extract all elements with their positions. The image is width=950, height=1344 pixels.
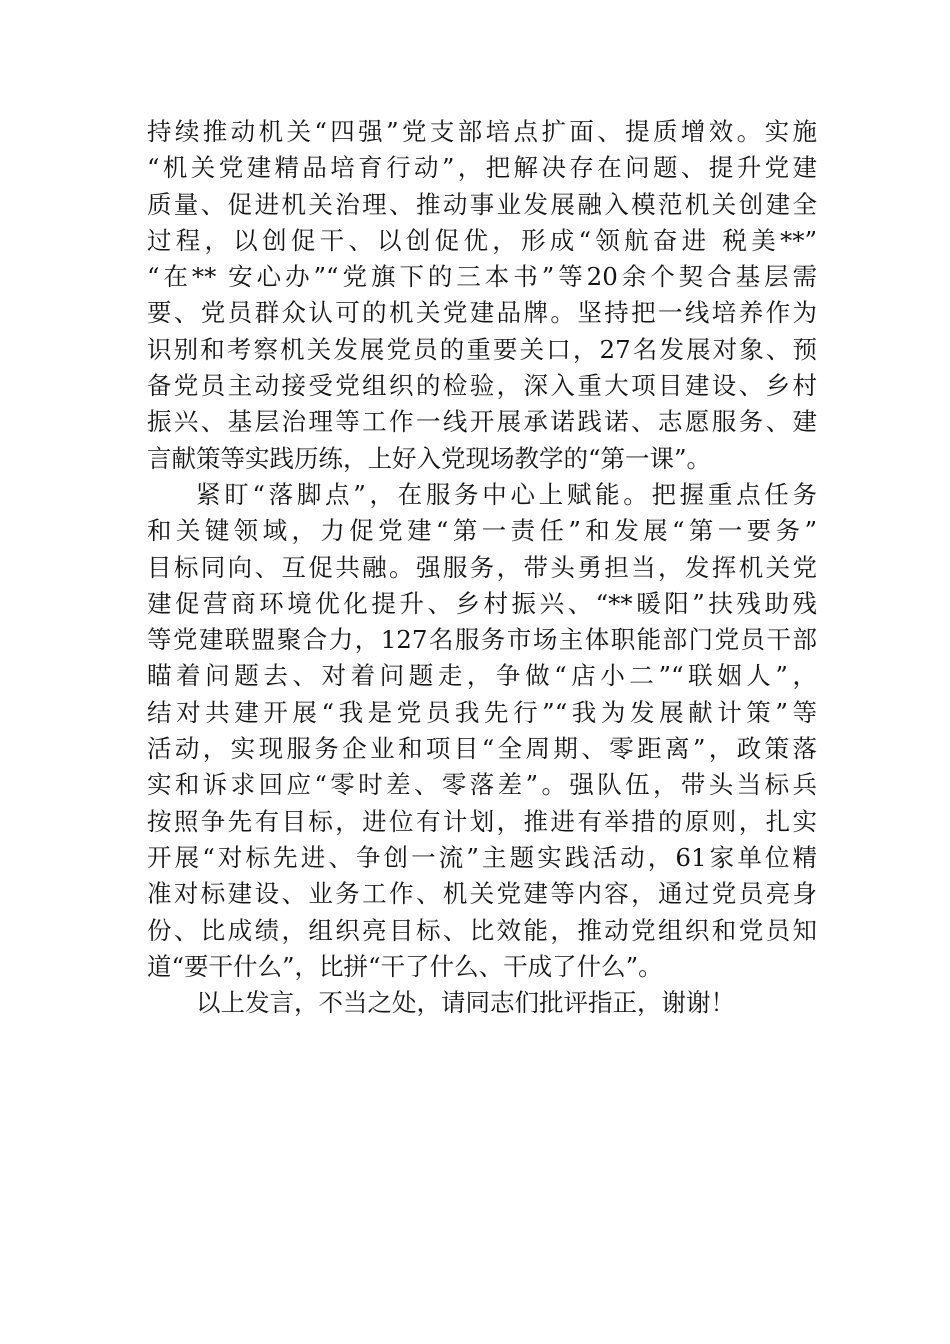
paragraph-1-line-8: 备党员主动接受党组织的检验，深入重大项目建设、乡村 <box>147 371 817 401</box>
paragraph-1-line-5: “在** 安心办”“党旗下的三本书”等20余个契合基层需 <box>147 262 817 292</box>
paragraph-1-line-7: 识别和考察机关发展党员的重要关口，27名发展对象、预 <box>147 334 817 364</box>
paragraph-2-line-12: 准对标建设、业务工作、机关党建等内容，通过党员亮身 <box>147 879 817 909</box>
paragraph-2-line-6: 瞄着问题去、对着问题走，争做“店小二”“联姻人”， <box>147 661 817 691</box>
paragraph-1-line-2: “机关党建精品培育行动”，把解决存在问题、提升党建 <box>147 153 817 183</box>
paragraph-1-line-6: 要、党员群众认可的机关党建品牌。坚持把一线培养作为 <box>147 298 817 328</box>
document-body <box>147 114 817 1021</box>
paragraph-2-line-11: 开展“对标先进、争创一流”主题实践活动，61家单位精 <box>147 842 817 872</box>
paragraph-2-line-4: 建促营商环境优化提升、乡村振兴、“**暖阳”扶残助残 <box>147 588 817 618</box>
paragraph-2-line-7: 结对共建开展“我是党员我先行”“我为发展献计策”等 <box>147 697 817 727</box>
paragraph-2-line-1: 紧盯“落脚点”，在服务中心上赋能。把握重点任务 <box>196 479 817 509</box>
paragraph-2-line-5: 等党建联盟聚合力，127名服务市场主体职能部门党员干部 <box>147 625 817 655</box>
paragraph-2-line-3: 目标同向、互促共融。强服务，带头勇担当，发挥机关党 <box>147 552 817 582</box>
paragraph-1-line-3: 质量、促进机关治理、推动事业发展融入模范机关创建全 <box>147 189 817 219</box>
paragraph-2-line-2: 和关键领域，力促党建“第一责任”和发展“第一要务” <box>147 516 817 546</box>
paragraph-1-line-1: 持续推动机关“四强”党支部培点扩面、提质增效。实施 <box>147 117 817 146</box>
paragraph-2-line-8: 活动，实现服务企业和项目“全周期、零距离”，政策落 <box>147 734 817 764</box>
paragraph-1-line-10: 言献策等实践历练，上好入党现场教学的“第一课”。 <box>147 443 712 473</box>
paragraph-1-line-9: 振兴、基层治理等工作一线开展承诺践诺、志愿服务、建 <box>147 407 817 437</box>
paragraph-1-line-4: 过程，以创促干、以创促优，形成“领航奋进 税美**” <box>147 225 817 255</box>
paragraph-1 <box>147 114 817 477</box>
paragraph-2-line-9: 实和诉求回应“零时差、零落差”。强队伍，带头当标兵 <box>147 770 817 800</box>
paragraph-3 <box>147 985 817 1021</box>
paragraph-2-line-10: 按照争先有目标，进位有计划，推进有举措的原则，扎实 <box>147 806 817 836</box>
paragraph-2-line-14: 道“要干什么”，比拼“干了什么、干成了什么”。 <box>147 951 663 981</box>
paragraph-2 <box>147 477 817 985</box>
paragraph-2-line-13: 份、比成绩，组织亮目标、比效能，推动党组织和党员知 <box>147 915 817 945</box>
paragraph-3-line-1: 以上发言，不当之处，请同志们批评指正，谢谢！ <box>196 988 735 1018</box>
